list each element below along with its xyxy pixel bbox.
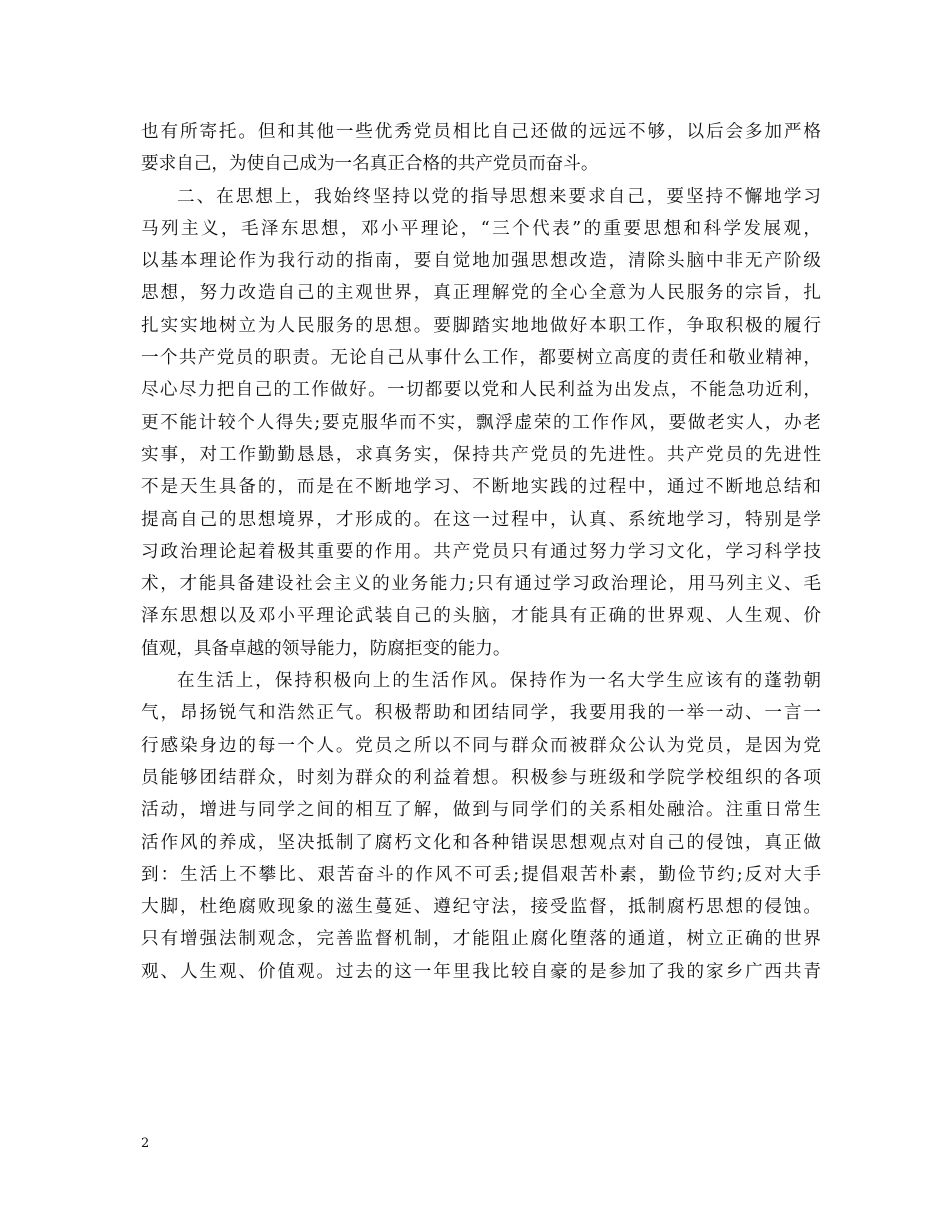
text-line: 更不能计较个人得失;要克服华而不实，飘浮虚荣的工作作风，要做老实人，办老 [141, 412, 821, 433]
text-line: 术，才能具备建设社会主义的业务能力;只有通过学习政治理论，用马列主义、毛 [141, 574, 821, 595]
text-line: 也有所寄托。但和其他一些优秀党员相比自己还做的远远不够，以后会多加严格 [141, 122, 821, 142]
text-line: 在生活上，保持积极向上的生活作风。保持作为一名大学生应该有的蓬勃朝 [177, 671, 821, 692]
paragraph [141, 665, 821, 988]
text-line: 活动，增进与同学之间的相互了解，做到与同学们的关系相处融洽。注重日常生 [141, 800, 821, 821]
text-line: 实事，对工作勤勤恳恳，求真务实，保持共产党员的先进性。共产党员的先进性 [141, 444, 821, 465]
text-line: 值观，具备卓越的领导能力，防腐拒变的能力。 [141, 638, 511, 659]
text-line: 只有增强法制观念，完善监督机制，才能阻止腐化堕落的通道，树立正确的世界 [141, 929, 821, 950]
paragraph [141, 181, 821, 665]
text-line: 活作风的养成，坚决抵制了腐朽文化和各种错误思想观点对自己的侵蚀，真正做 [141, 832, 821, 853]
text-line: 到：生活上不攀比、艰苦奋斗的作风不可丢;提倡艰苦朴素，勤俭节约;反对大手 [141, 864, 821, 885]
text-line: 大脚，杜绝腐败现象的滋生蔓延、遵纪守法，接受监督，抵制腐朽思想的侵蚀。 [141, 897, 821, 918]
text-line: 马列主义，毛泽东思想，邓小平理论，“三个代表”的重要思想和科学发展观， [141, 218, 821, 239]
page-number: 2 [141, 1136, 150, 1151]
paragraph [141, 116, 821, 181]
text-line: 员能够团结群众，时刻为群众的利益着想。积极参与班级和学院学校组织的各项 [141, 767, 821, 788]
text-line: 行感染身边的每一个人。党员之所以不同与群众而被群众公认为党员，是因为党 [141, 735, 821, 756]
text-line: 要求自己，为使自己成为一名真正合格的共产党员而奋斗。 [141, 154, 599, 175]
text-line: 一个共产党员的职责。无论自己从事什么工作，都要树立高度的责任和敬业精神， [141, 348, 821, 369]
text-line: 尽心尽力把自己的工作做好。一切都要以党和人民利益为出发点，不能急功近利， [141, 380, 821, 401]
text-line: 不是天生具备的，而是在不断地学习、不断地实践的过程中，通过不断地总结和 [141, 477, 821, 498]
text-line: 观、人生观、价值观。过去的这一年里我比较自豪的是参加了我的家乡广西共青 [141, 961, 821, 982]
text-line: 二、在思想上，我始终坚持以党的指导思想来要求自己，要坚持不懈地学习 [177, 186, 821, 207]
text-line: 提高自己的思想境界，才形成的。在这一过程中，认真、系统地学习，特别是学 [141, 509, 821, 530]
text-line: 泽东思想以及邓小平理论武装自己的头脑，才能具有正确的世界观、人生观、价 [141, 606, 821, 627]
text-line: 习政治理论起着极其重要的作用。共产党员只有通过努力学习文化，学习科学技 [141, 541, 821, 562]
text-line: 思想，努力改造自己的主观世界，真正理解党的全心全意为人民服务的宗旨，扎 [141, 283, 821, 304]
body-text [141, 116, 821, 988]
text-line: 以基本理论作为我行动的指南，要自觉地加强思想改造，清除头脑中非无产阶级 [141, 251, 821, 272]
text-line: 气，昂扬锐气和浩然正气。积极帮助和团结同学，我要用我的一举一动、一言一 [141, 703, 821, 724]
text-line: 扎实实地树立为人民服务的思想。要脚踏实地地做好本职工作，争取积极的履行 [141, 315, 821, 336]
